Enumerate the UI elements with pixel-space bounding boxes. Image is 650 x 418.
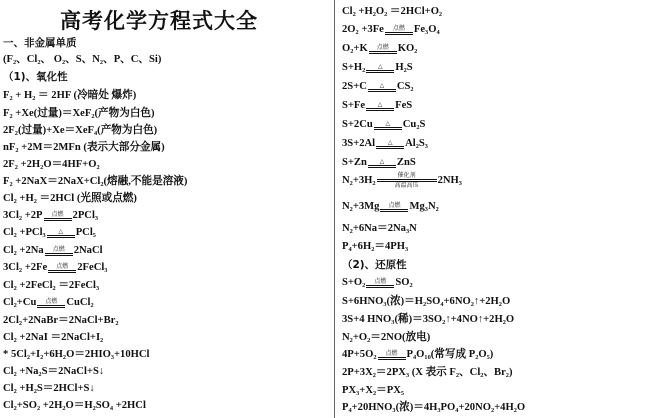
equation-line: PX₃+X₂＝PX₅ — [342, 385, 405, 396]
subsection-reducing: （2)、还原性 — [342, 259, 407, 271]
equation-line: Cl₂ +H₂ ＝2HCl (光照或点燃) — [3, 193, 137, 204]
equation-line: N₂+3Mg 点燃 Mg₃N₂ — [342, 201, 439, 212]
subsection-oxidizing: （1)、氧化性 — [3, 71, 68, 83]
reaction-condition: 点燃 — [385, 25, 413, 35]
equation-line: N₂+6Na＝2Na₃N — [342, 223, 417, 234]
equation-line: * 5Cl₂+I₂+6H₂O＝2HIO₃+10HCl — [3, 349, 150, 360]
equation-line: S+Fe △ FeS — [342, 100, 413, 111]
equation-line: 3S+2Al △ Al₂S₃ — [342, 138, 428, 149]
equation-line: 3S+4 HNO₃(稀)＝3SO₂↑+4NO↑+2H₂O — [342, 314, 515, 325]
equation-line: P₄+20HNO₃(浓)＝4H₃PO₄+20NO₂+4H₂O — [342, 402, 526, 413]
column-divider — [334, 0, 335, 418]
reaction-condition: 点燃 — [48, 263, 76, 273]
equation-line: Cl₂ +H₂O₂ ＝2HCl+O₂ — [342, 6, 443, 17]
equation-line: N₂+3H₂ 催化剂 高温高压 2NH₃ — [342, 172, 462, 189]
equation-line: 2F₂ +2H₂O＝4HF+O₂ — [3, 159, 100, 170]
reaction-condition: 点燃 — [366, 278, 394, 288]
equation-line: Cl₂ +2NaI ＝2NaCl+I₂ — [3, 332, 104, 343]
equation-line: F₂ + H₂ ＝ 2HF (冷暗处 爆炸) — [3, 90, 137, 101]
equation-line: nF₂ +2M＝2MFn (表示大部分金属) — [3, 142, 165, 153]
equation-line: 2P+3X₂＝2PX₃ (X 表示 F₂、Cl₂、Br₂) — [342, 367, 513, 378]
equation-line: 2F₂(过量)+Xe＝XeF₄(产物为白色) — [3, 125, 158, 136]
equation-line: Cl₂+SO₂ +2H₂O＝H₂SO₄ +2HCl — [3, 400, 146, 411]
equation-line: Cl₂ +2Na 点燃 2NaCl — [3, 245, 103, 256]
equation-line: S+2Cu △ Cu₂S — [342, 119, 426, 130]
reaction-condition: 点燃 — [45, 246, 73, 256]
equation-line: S+6HNO₃(浓)＝H₂SO₄+6NO₂↑+2H₂O — [342, 296, 511, 307]
reaction-condition: △ — [368, 158, 396, 168]
equation-line: Cl₂ +H₂S＝2HCl+S↓ — [3, 383, 95, 394]
reaction-condition: 点燃 — [378, 350, 406, 360]
equation-line: P₄+6H₂＝4PH₃ — [342, 241, 409, 252]
reaction-condition: 点燃 — [380, 202, 408, 212]
equation-line: O₂+K 点燃 KO₂ — [342, 43, 418, 54]
reaction-condition: 催化剂 高温高压 — [377, 172, 437, 189]
reaction-condition: △ — [374, 120, 402, 130]
reaction-condition: △ — [376, 139, 404, 149]
equation-line: S+Zn △ ZnS — [342, 157, 416, 168]
reaction-condition: △ — [47, 228, 75, 238]
reaction-condition: △ — [368, 82, 396, 92]
element-list: (F₂、Cl₂、 O₂、S、N₂、P、C、Si) — [3, 54, 162, 65]
equation-line: F₂ +2NaX＝2NaX+Cl₂(熔融,不能是溶液) — [3, 176, 188, 187]
equation-line: 3Cl₂ +2Fe 点燃 2FeCl₃ — [3, 262, 108, 273]
equation-line: 2S+C △ CS₂ — [342, 81, 414, 92]
reaction-condition: 点燃 — [44, 211, 72, 221]
reaction-condition: △ — [366, 63, 394, 73]
equation-line: Cl₂ +Na₂S＝2NaCl+S↓ — [3, 366, 105, 377]
page-title: 高考化学方程式大全 — [60, 9, 258, 33]
equation-line: S+H₂ △ H₂S — [342, 62, 413, 73]
equation-line: 2Cl₂+2NaBr＝2NaCl+Br₂ — [3, 315, 119, 326]
equation-line: Cl₂ +2FeCl₂ ＝2FeCl₃ — [3, 280, 100, 291]
equation-line: 4P+5O₂ 点燃 P₄O₁₀(常写成 P₂O₅) — [342, 349, 494, 360]
equation-line: 3Cl₂ +2P 点燃 2PCl₃ — [3, 210, 99, 221]
reaction-condition: 点燃 — [37, 298, 65, 308]
equation-line: S+O₂ 点燃 SO₂ — [342, 277, 413, 288]
section-heading-nonmetals: 一、非金属单质 — [3, 37, 77, 49]
equation-line: N₂+O₂＝2NO(放电) — [342, 332, 431, 343]
equation-line: 2O₂ +3Fe 点燃 Fe₃O₄ — [342, 24, 440, 35]
equation-line: Cl₂+Cu 点燃 CuCl₂ — [3, 297, 94, 308]
equation-line: Cl₂ +PCl₃ △ PCl₅ — [3, 227, 96, 238]
reaction-condition: △ — [366, 101, 394, 111]
equation-line: F₂ +Xe(过量)＝XeF₂(产物为白色) — [3, 108, 155, 119]
reaction-condition: 点燃 — [369, 44, 397, 54]
